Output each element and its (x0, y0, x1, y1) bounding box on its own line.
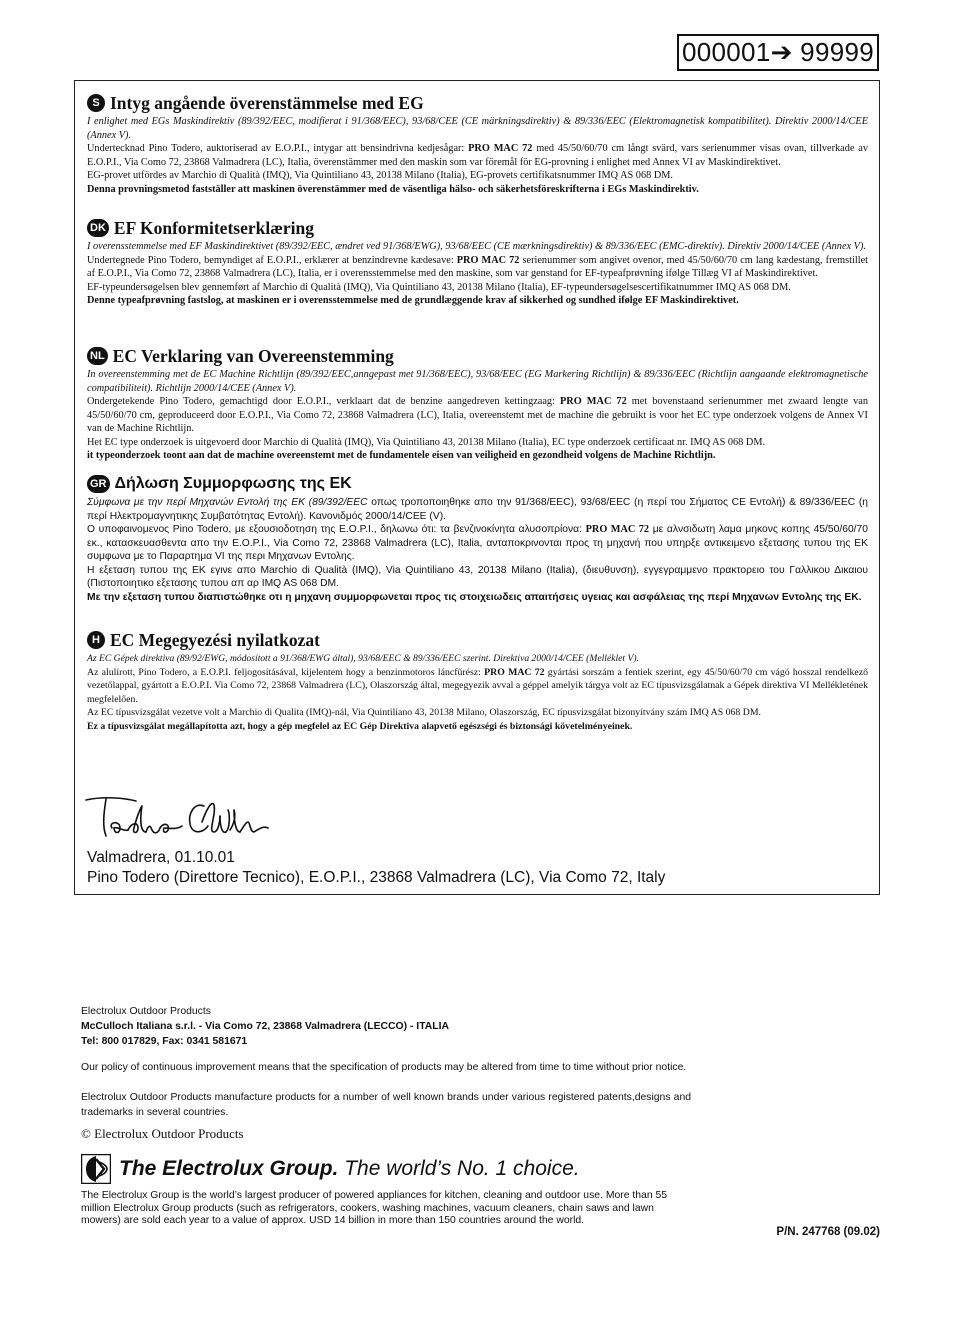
conclusion-text: Ez a típusvizsgálat megállapította azt, hogy a gép megfelel az EC Gép Direktiva alapvető egészségi és biztonsági követelményeinek. (87, 720, 633, 732)
language-badge: NL (87, 347, 108, 365)
declaration-text: Az alulírott, Pino Todero, a E.O.P.I. feljogosításával, kijelentem hogy a benzinmotoros láncfűrész: PRO MAC 72 gyártási sorszám a fentiek szerint, egy 45/50/60/70 cm vágó hosszal rendelkező vezetőlappal, gyártott a E.O.P.I. Via Como 72, 23868 Valmadrera (LC), Olaszország által, megegyezik avval a géppel amelyik tárgya volt az EC típusvizsgálatnak a Gépek direktiva VI Mellékletének megfelelően. (87, 666, 868, 705)
declaration-text: Undertecknad Pino Todero, auktoriserad av E.O.P.I., intygar att bensindrivna kedjesågar: PRO MAC 72 med 45/50/60/70 cm långt svärd, vars serienummer visas ovan, tillverkade av E.O.P.I., Via Como 72, 23868 Valmadrera (LC), Italia, överenstämmer med den maskin som var föremål för EG-provning i enlighet med Annex VI av Maskindirektivet. (87, 143, 868, 168)
about-electrolux: The Electrolux Group is the world’s largest producer of powered appliances for kitchen, cleaning and outdoor use. More than 55 million Electrolux Group products (such as refrigerators, cookers, washing machines, vacuum cleaners, chain saws and lawn mowers) are sold each year to a value of approx. USD 14 billion in more than 150 countries around the world. (81, 1190, 668, 1226)
brands-text: Electrolux Outdoor Products manufacture products for a number of well known brands under various registered patents,designs and trademarks in several countries. (81, 1092, 691, 1118)
language-badge: GR (87, 475, 110, 493)
certification-text: Az EC típusvizsgálat vezetve volt a Marchio di Qualita (IMQ)-nál, Via Quintiliano 43, 20138 Milano, Olaszország, EC típusvizsgálat bizonyítvány szám IMQ AS 068 DM. (87, 707, 761, 718)
conclusion-text: Denne typeafprøvning fastslog, at maskinen er i overensstemmelse med de grundlæggende krav af sikkerhed og sundhed ifølge EF Maskindirektivet. (87, 295, 739, 306)
policy-text: Our policy of continuous improvement means that the specification of products may be altered from time to time without prior notice. (81, 1062, 687, 1073)
conclusion-text: Denna provningsmetod fastställer att maskinen överenstämmer med de väsentliga hälso- och säkerhetsföreskrifterna i EGs Maskindirektiv. (87, 183, 699, 195)
section-heading (87, 629, 868, 651)
signature-place-date: Valmadrera, 01.10.01 (87, 849, 235, 866)
electrolux-logo-icon (81, 1154, 111, 1184)
language-badge: S (87, 94, 105, 112)
language-badge: H (87, 631, 105, 649)
conclusion-text: it typeonderzoek toont aan dat de machine overeenstemt met de fundamentele eisen van veiligheid en gezondheid volgens de Machine Richtlijn. (87, 450, 716, 461)
section-title: EF Konformitetserklæring (113, 217, 314, 238)
brand-name: The Electrolux Group. (119, 1157, 339, 1180)
copyright-notice: © Electrolux Outdoor Products (81, 1126, 244, 1141)
directive-reference: I overensstemmelse med EF Maskindirektivet (89/392/EEC, ændret ved 91/368/EWG), 93/68/EEC (CE mærkningsdirektiv) & 89/336/EEC (EMC-direktiv). Direktiv 2000/14/CEE (Annex V). (87, 241, 866, 252)
section-danish (87, 217, 868, 308)
company-name: Electrolux Outdoor Products (81, 1006, 211, 1017)
section-swedish (87, 92, 868, 196)
section-title: Δήλωση Συμμορφωσης της ΕΚ (114, 475, 352, 492)
declaration-text: Undertegnede Pino Todero, bemyndiget af E.O.P.I., erklærer at benzindrevne kædesave: PRO MAC 72 serienummer som angivet ovenor, med 45/50/60/70 cm lang kædestang, fremstillet af E.O.P.I., Via Como 72, 23868 Valmadrera (LC), Italia, er i overensstemmelse med den maskine, som var genstand for EF-typeafprøvning ifølge Tillæg VI af Maskindirektivet. (87, 254, 868, 279)
brand-tagline (119, 1155, 580, 1183)
section-greek (87, 473, 868, 604)
directive-reference: I enlighet med EGs Maskindirektiv (89/392/EEC, modifierat i 91/368/EEC), 93/68/CEE (CE märkningsdirektiv) & 89/336/EEC (Elektromagnetisk kompatibilitet). Direktiv 2000/14/CEE (Annex V). (87, 116, 868, 141)
certification-text: EG-provet utfördes av Marchio di Qualità (IMQ), Via Quintiliano 43, 20138 Milano (Italia), EG-provets certifikatsnummer IMQ AS 068 DM. (87, 170, 673, 181)
company-phone: Tel: 800 017829, Fax: 0341 581671 (81, 1036, 248, 1047)
serial-number-range: 000001➔ 99999 (677, 34, 879, 71)
section-title: EC Verklaring van Overeenstemming (112, 345, 394, 366)
certification-text: Het EC type onderzoek is uitgevoerd door Marchio di Qualità (IMQ), Via Quintiliano 43, 20138 Milano (Italia), EC type onderzoek certificaat nr. IMQ AS 068 DM. (87, 436, 766, 448)
section-heading (87, 92, 868, 114)
handwritten-signature (84, 792, 274, 850)
company-address: McCulloch Italiana s.r.l. - Via Como 72, 23868 Valmadrera (LECCO) - ITALIA (81, 1021, 450, 1032)
language-badge: DK (87, 219, 109, 237)
declaration-text: Ondergetekende Pino Todero, gemachtigd door E.O.P.I., verklaart dat de benzine aangedreven kettingzaag: PRO MAC 72 met bovenstaand serienummer met zwaard lengte van 45/50/60/70 cm, geproduceerd door E.O.P.I., Via Como 72, 23868 Valmadrera (LC), Italia, overeenstemt met de machine die gebruikt is voor het EC type onderzoek volgens de Annex VI van de Machine Richtlijn. (87, 396, 868, 434)
directive-reference: Az EC Gépek direktiva (89/92/EWG, módosított a 91/368/EWG által), 93/68/EEC & 89/336/EEC szerint. Direktiva 2000/14/CEE (Melléklet V). (87, 653, 639, 664)
section-hungarian (87, 629, 868, 733)
section-heading (87, 473, 868, 495)
brand-slogan: The world’s No. 1 choice. (338, 1157, 580, 1180)
directive-reference: In overeenstemming met de EC Machine Richtlijn (89/392/EEC,anngepast met 91/368/EEC), 93/68/EEC (EG Markering Richtlijn) & 89/336/EEC (Richtlijn aangaande elektromagnetische compatibiliteit). Richtlijn 2000/14/CEE (Annex V). (87, 369, 868, 394)
model-name: PRO MAC 72 (560, 396, 627, 407)
section-title: Intyg angående överenstämmelse med EG (110, 92, 424, 113)
conclusion-text: Με την εξεταση τυπου διαπιστώθηκε οτι η μηχανη συμμορφωνεται προς τις στοιχειωδεις απαιτήσεις υγειας και ασφάλειας της περί Μηχανων Εντολης της ΕΚ. (87, 591, 862, 603)
certification-text: Η εξεταση τυπου της ΕΚ εγινε απο Marchio di Qualità (IMQ), Via Quintiliano 43, 20138 Milano (Italia), (διευθυνση), εγγεγραμμενο πρακτορειο του Γαλλικου Δικαιου (Πιστοποιητικο εξετασης τυπου απ αρ IMQ AS 068 DM. (87, 564, 868, 589)
part-number: P/N. 247768 (09.02) (776, 1226, 880, 1238)
section-dutch (87, 345, 868, 463)
model-name: PRO MAC 72 (585, 524, 650, 535)
section-heading (87, 345, 868, 367)
model-name: PRO MAC 72 (468, 143, 533, 154)
signatory-name: Pino Todero (Direttore Tecnico), E.O.P.I., 23868 Valmadrera (LC), Via Como 72, Italy (87, 869, 666, 886)
directive-reference: Σύμφωνα με την περί Μηχανών Εντολή της ΕΚ (89/392/EEC οπως τροποποιηθηκε απο την 91/368/EEC), 93/68/EEC (η περί του Σήματος CE Εντολή) & 89/336/EEC (η περί Ηλεκτρομαγνητικης Συμβατότητας Εντολή). Κανονιδμός 2000/14/CEE (V). (87, 497, 868, 522)
declaration-text: Ο υποφαινομενος Pino Todero, με εξουσιοδοτηση της E.O.P.I., δηλωνω ότι: τα βενζινοκίνητα αλυσοπρίονα: PRO MAC 72 με αλνσιδωτη λαμα μηκονς κοπης 45/50/60/70 εκ., κατασκευασθεντα απο την E.O.P.I., Via Como 72, 23868 Valmadrera (LC), Italia, ανταποκρινονται προς τη μηχανή που υπηρξε αντικειμενο εξετασης τυπου της ΕΚ συμφωνα με το Παραρτημα VI της περι Μηχανων Εντολης. (87, 524, 868, 562)
model-name: PRO MAC 72 (484, 666, 545, 678)
section-heading (87, 217, 868, 239)
certification-text: EF-typeundersøgelsen blev gennemført af Marchio di Qualità (IMQ), Via Quintiliano 43, 20138 Milano (Italia), EF-typeundersøgelsescertifikatnummer IMQ AS 068 DM. (87, 281, 791, 293)
section-title: EC Megegyezési nyilatkozat (110, 629, 320, 650)
model-name: PRO MAC 72 (456, 254, 520, 266)
